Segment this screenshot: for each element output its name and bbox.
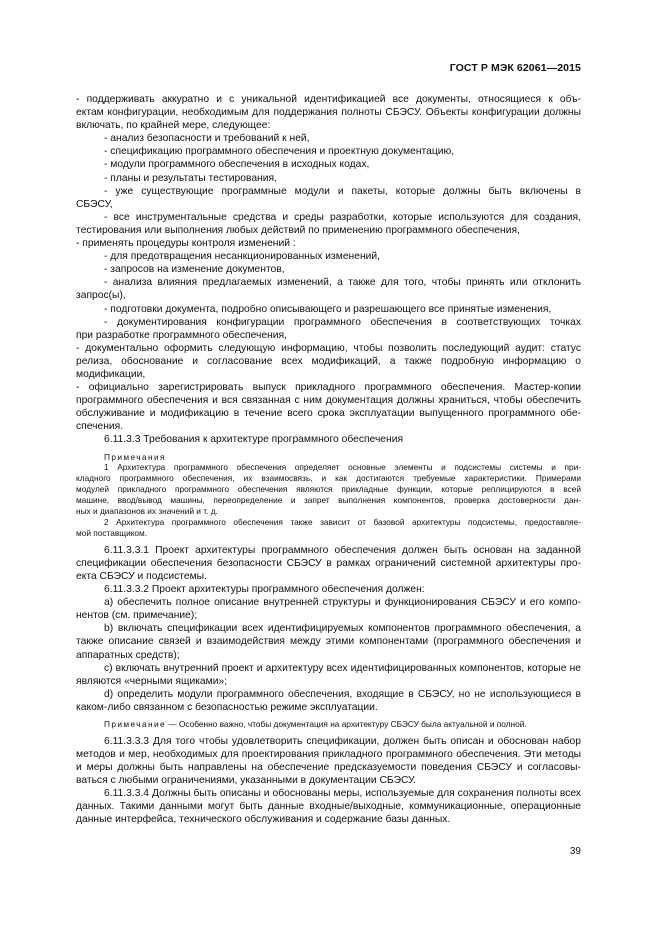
text-line: релиза, обоснование и согласование всех модификаций, а также подробную информацию о модификации, [76,355,581,380]
text-line: аппаратных средств); [76,649,180,661]
note-text: — Особенно важно, чтобы документация на архитектуру СБЭСУ была актуальной и полной. [166,719,527,729]
body-text [76,93,581,827]
text-line: каком-либо связанном с безопасностью режиме эксплуатации. [76,701,378,713]
note-line: кладного программного обеспечения, их взаимосвязь, и как достигаются требуемые характеристики. Примерами [76,473,581,484]
list-item: - спецификацию программного обеспечения и проектную документацию, [104,146,455,158]
notes-label: Примечания [104,451,166,462]
note-label: Примечание [104,719,167,729]
list-item: - планы и результаты тестирования, [104,172,277,184]
list-item: - запросов на изменение документов, [104,264,285,276]
text-line: и меры должны быть направлены на обеспечение предсказуемости поведения СБЭСУ и согласовы- [76,762,581,774]
text-line: 6.11.3.3.4 Должны быть описаны и обоснованы меры, используемые для сохранения полноты всех [104,788,581,800]
list-item: - анализа влияния предлагаемых изменений, а также для того, чтобы принять или отклонить [104,277,581,289]
text-line: данных. Такими данными могут быть данные входные/выходные, коммуникационные, операционные [76,801,581,813]
text-line: обслуживание и модификацию в течение всего срока эксплуатации выпущенного программного обе- [76,408,581,420]
text-line: 6.11.3.3.1 Проект архитектуры программного обеспечения должен быть основан на заданной [104,544,581,556]
text-line: спецификации обеспечения безопасности СБЭСУ в рамках ограничений системной архитектуры про- [76,557,581,569]
list-item: - подготовки документа, подробно описывающего и разрешающего все принятые изменения, [104,303,552,315]
list-item: a) обеспечить полное описание внутренней структуры и функционирования СБЭСУ и его компо- [104,597,581,609]
text-line: СБЭСУ, [76,198,113,210]
page-number: 39 [569,846,581,857]
text-line: также описание связей и взаимодействия между этими компонентами (программного обеспечения и [76,636,581,648]
text-line: являются «черными ящиками»; [76,675,228,687]
list-item: d) определить модули программного обеспечения, входящие в СБЭСУ, но не использующиеся в [104,688,581,700]
text-line: - документально оформить следующую информацию, чтобы позволить последующий аудит: статус [76,342,581,354]
text-line: - поддерживать аккуратно и с уникальной идентификацией все документы, относящиеся к объ- [76,94,581,105]
note-line: 1 Архитектура программного обеспечения определяет основные элементы и подсистемы системы и при- [104,462,581,473]
text-line: программного обеспечения и вся связанная с ним документация должны храниться, чтобы обеспечить [76,395,581,407]
text-line: тестирования или выполнения любых действий по применению программного обеспечения, [76,224,520,236]
list-item: c) включать внутренний проект и архитектуру всех идентифицированных компонентов, которые не [104,662,581,674]
note-single [76,719,581,730]
text-line: спечения. [76,421,124,433]
text-line: ваться с любыми ограничениями, указанными в документации СБЭСУ. [76,775,417,787]
text-line: методов и мер, необходимых для проектирования прикладного программного обеспечения. Эти методы [76,749,581,760]
text-line: 6.11.3.3.2 Проект архитектуры программного обеспечения должен: [104,584,425,596]
list-item: - для предотвращения несанкционированных изменений, [104,251,381,263]
list-item: - документирования конфигурации программного обеспечения в соответствующих точках [104,316,581,328]
text-line: запрос(ы), [76,290,126,302]
note-line: ных и диапазонов их значений и т. д. [76,506,218,517]
text-line: - применять процедуры контроля изменений : [76,238,296,250]
text-line: 6.11.3.3.3 Для того чтобы удовлетворить спецификации, должен быть описан и обоснован набор [104,735,581,747]
text-line: екта СБЭСУ и подсистемы. [76,570,207,582]
section-heading: 6.11.3.3 Требования к архитектуре программного обеспечения [104,434,404,446]
note-line: модулей прикладного программного обеспечения являются прикладные функции, которые реплицируются в всей [76,484,581,495]
text-line: данные интерфейса, технического обслуживания и содержание базы данных. [76,814,451,826]
text-line: при разработке программного обеспечения, [76,329,287,341]
list-item: - уже существующие программные модули и пакеты, которые должны быть включены в [104,185,581,197]
note-line: мой поставщиком. [76,527,148,538]
note-line: машине, ввод/вывод машины, переопределение и запрет выполнения компонентов, проверка достоверности дан- [76,495,581,506]
list-item: b) включать спецификации всех идентифицируемых компонентов программного обеспечения, а [104,623,581,635]
note-line: 2 Архитектура программного обеспечения также зависит от базовой архитектуры подсистемы, предоставляе- [104,516,581,527]
text-line: ектам конфигурации, необходимым для поддержания полноты СБЭСУ. Объекты конфигурации должны [76,107,581,119]
text-line: - официально зарегистрировать выпуск прикладного программного обеспечения. Мастер-копии [76,382,581,394]
list-item: - все инструментальные средства и среды разработки, которые используются для создания, [104,211,581,223]
list-item: - модули программного обеспечения в исходных кодах, [104,159,370,171]
document-code: ГОСТ Р МЭК 62061—2015 [449,62,581,74]
text-line: включать, по крайней мере, следующее: [76,120,271,132]
text-line: нентов (см. примечание); [76,610,198,622]
list-item: - анализ безопасности и требований к ней, [104,133,310,145]
